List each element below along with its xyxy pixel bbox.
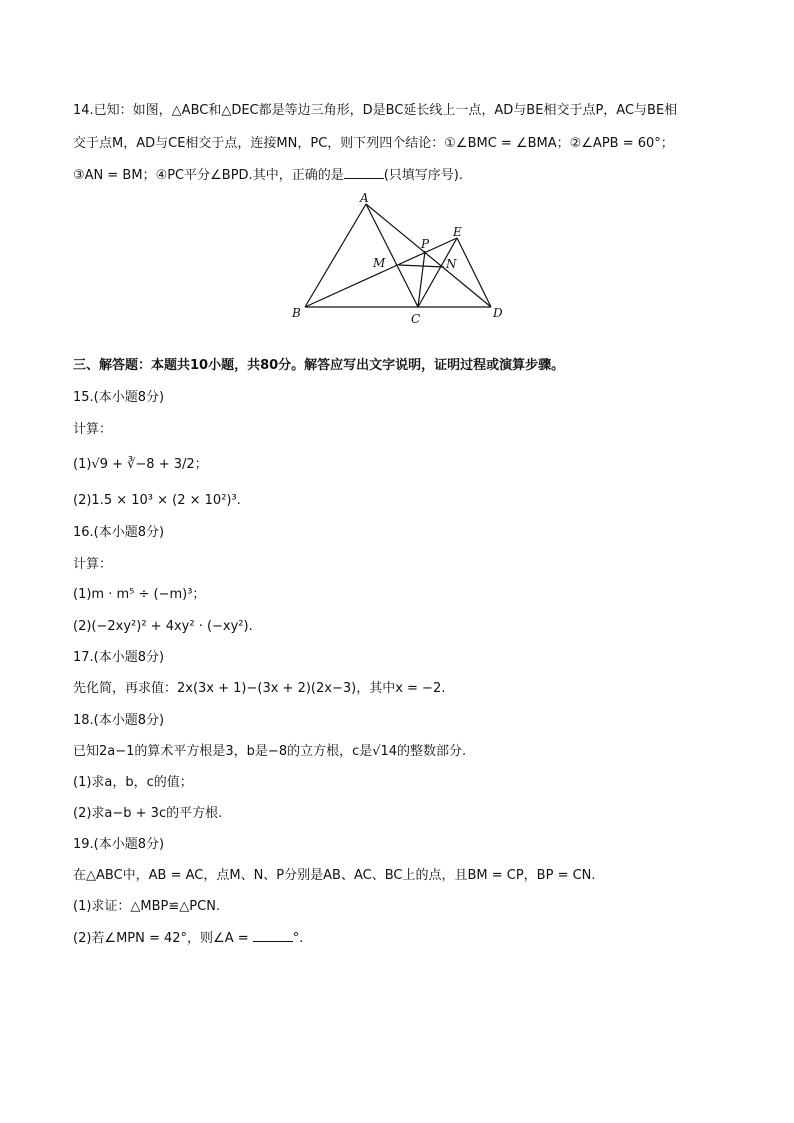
- label-d: D: [493, 306, 503, 320]
- segment-pc: [418, 251, 425, 307]
- q16-part2: (2)(−2xy²)² + 4xy² · (−xy²).: [73, 619, 253, 634]
- q18-header: 18.(本小题8分): [73, 713, 165, 728]
- q15-part1: (1)√9 + ∛−8 + 3/2；: [73, 457, 208, 472]
- q15-header: 15.(本小题8分): [73, 390, 165, 405]
- section-heading: 三、解答题：本题共10小题，共80分。解答应写出文字说明，证明过程或演算步骤。: [73, 358, 565, 373]
- label-b: B: [292, 306, 301, 320]
- q14-line3: [73, 166, 463, 185]
- segment-ab: [305, 204, 366, 307]
- q16-intro: 计算：: [73, 557, 113, 572]
- answer-blank: [344, 166, 384, 179]
- q14-line3-post: (只填写序号).: [383, 168, 463, 183]
- q14-line3-pre: ③AN = BM；④PC平分∠BPD.其中，正确的是: [73, 168, 344, 183]
- q14-line1: 14.已知：如图，△ABC和△DEC都是等边三角形，D是BC延长线上一点，AD与BE相交于点P，AC与BE相: [73, 103, 678, 118]
- q19-text: 在△ABC中，AB = AC，点M、N、P分别是AB、AC、BC上的点，且BM = CP，BP = CN.: [73, 868, 596, 883]
- answer-blank-angle: [253, 929, 293, 942]
- label-e: E: [453, 225, 462, 239]
- label-p: P: [421, 237, 430, 251]
- segment-be: [305, 238, 457, 307]
- q18-part1: (1)求a，b，c的值；: [73, 775, 193, 790]
- label-n: N: [446, 257, 457, 271]
- q19-part2: [73, 929, 303, 948]
- q19-part1: (1)求证：△MBP≌△PCN.: [73, 899, 221, 914]
- label-m: M: [373, 256, 386, 270]
- q14-line2: 交于点M，AD与CE相交于点，连接MN，PC，则下列四个结论：①∠BMC = ∠BMA；②∠APB = 60°；: [73, 136, 674, 151]
- q19-part2-post: °.: [292, 931, 304, 946]
- q15-intro: 计算：: [73, 422, 113, 437]
- segment-mn: [399, 265, 444, 267]
- q15-part2: (2)1.5 × 10³ × (2 × 10²)³.: [73, 493, 241, 508]
- geometry-figure: [285, 188, 515, 330]
- label-a: A: [360, 191, 369, 205]
- q16-header: 16.(本小题8分): [73, 525, 165, 540]
- q19-header: 19.(本小题8分): [73, 837, 165, 852]
- label-c: C: [411, 312, 421, 326]
- q18-part2: (2)求a−b + 3c的平方根.: [73, 806, 223, 821]
- q16-part1: (1)m · m⁵ ÷ (−m)³；: [73, 587, 206, 602]
- segment-ed: [457, 238, 491, 307]
- q17-text: 先化简，再求值：2x(3x + 1)−(3x + 2)(2x−3)，其中x = −2.: [73, 681, 446, 696]
- q18-text: 已知2a−1的算术平方根是3，b是−8的立方根，c是√14的整数部分.: [73, 744, 467, 759]
- q17-header: 17.(本小题8分): [73, 650, 165, 665]
- q19-part2-pre: (2)若∠MPN = 42°，则∠A =: [73, 931, 253, 946]
